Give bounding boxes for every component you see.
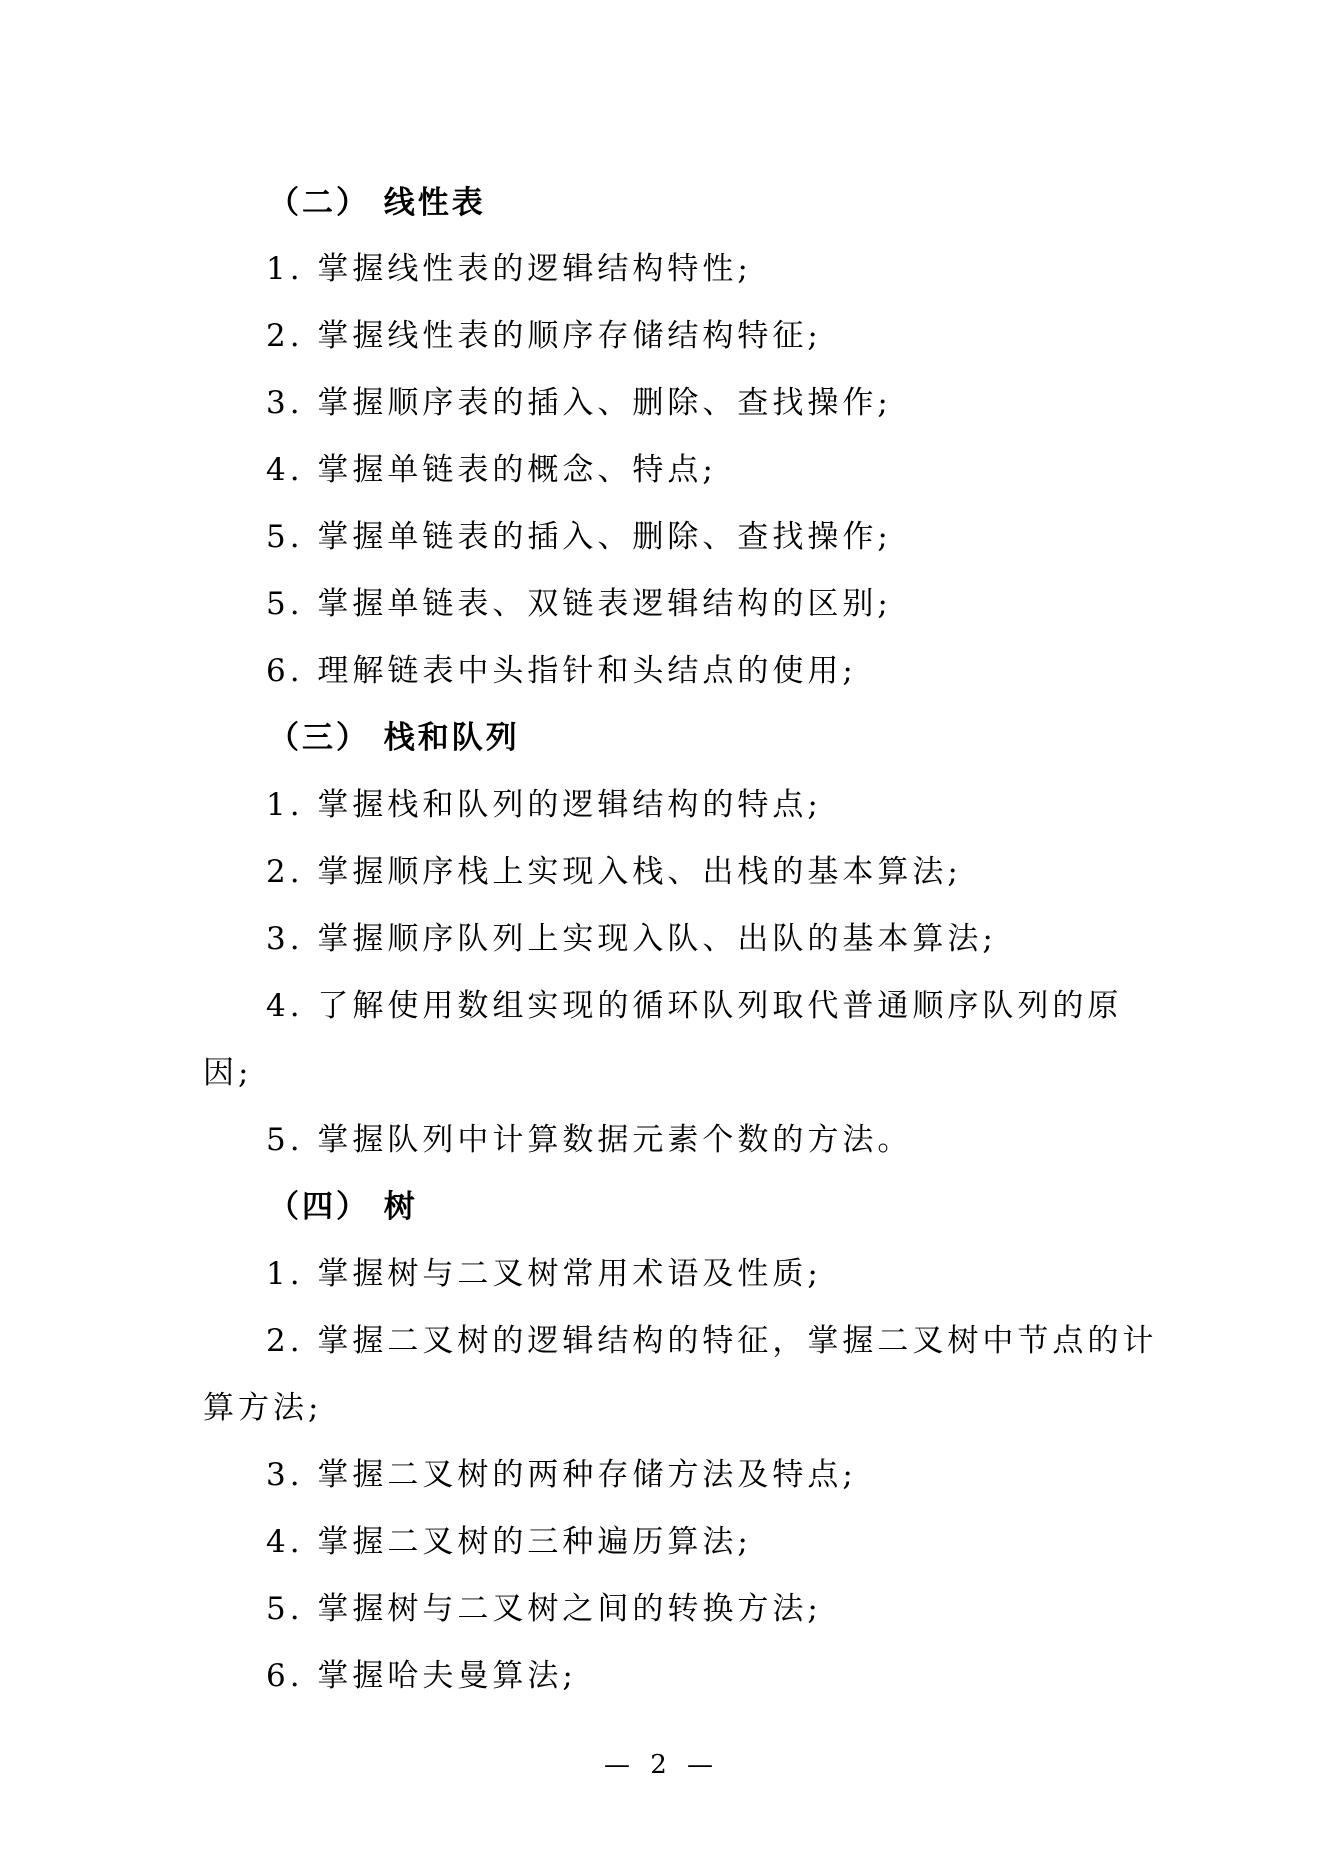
page-number: — 2 —	[603, 1750, 720, 1780]
list-item: 5. 掌握树与二叉树之间的转换方法;	[266, 1591, 822, 1627]
list-item: 1. 掌握栈和队列的逻辑结构的特点;	[266, 787, 822, 823]
list-item-continuation: 因;	[203, 1055, 253, 1091]
list-item: 4. 掌握单链表的概念、特点;	[266, 452, 717, 488]
list-item: 3. 掌握顺序表的插入、删除、查找操作;	[266, 385, 892, 421]
list-item: 6. 理解链表中头指针和头结点的使用;	[266, 653, 857, 689]
list-item: 1. 掌握树与二叉树常用术语及性质;	[266, 1256, 822, 1292]
list-item: 3. 掌握二叉树的两种存储方法及特点;	[266, 1457, 857, 1493]
list-item: 4. 掌握二叉树的三种遍历算法;	[266, 1524, 752, 1560]
list-item: 2. 掌握线性表的顺序存储结构特征;	[266, 318, 822, 354]
list-item: 2. 掌握二叉树的逻辑结构的特征，掌握二叉树中节点的计	[266, 1323, 1158, 1359]
list-item: 5. 掌握单链表、双链表逻辑结构的区别;	[266, 586, 892, 622]
list-item: 6. 掌握哈夫曼算法;	[266, 1658, 577, 1694]
section-heading-linear-list: （二） 线性表	[268, 185, 486, 221]
section-heading-tree: （四） 树	[268, 1189, 418, 1225]
list-item: 5. 掌握单链表的插入、删除、查找操作;	[266, 519, 892, 555]
list-item: 1. 掌握线性表的逻辑结构特性;	[266, 251, 752, 287]
list-item: 5. 掌握队列中计算数据元素个数的方法。	[266, 1122, 913, 1158]
list-item: 2. 掌握顺序栈上实现入栈、出栈的基本算法;	[266, 854, 962, 890]
section-heading-stack-queue: （三） 栈和队列	[268, 720, 520, 756]
list-item: 3. 掌握顺序队列上实现入队、出队的基本算法;	[266, 921, 997, 957]
list-item: 4. 了解使用数组实现的循环队列取代普通顺序队列的原	[266, 988, 1123, 1024]
list-item-continuation: 算方法;	[203, 1390, 323, 1426]
